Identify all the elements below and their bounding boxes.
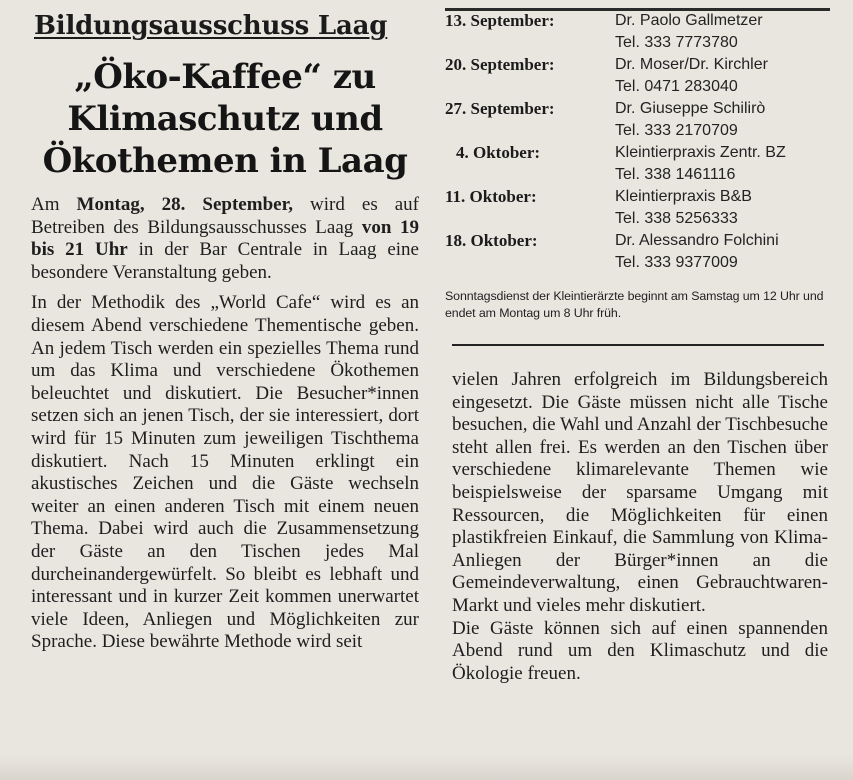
schedule-phone: Tel. 338 5256333 bbox=[615, 210, 738, 227]
headline-line-2: Klimaschutz und bbox=[67, 99, 383, 139]
lead-paragraph bbox=[31, 194, 419, 284]
schedule-info bbox=[615, 54, 830, 98]
schedule-phone: Tel. 333 2170709 bbox=[615, 122, 738, 139]
section-divider bbox=[452, 344, 824, 346]
vet-schedule bbox=[445, 10, 830, 322]
schedule-vet-name: Kleintierpraxis Zentr. BZ bbox=[615, 144, 786, 161]
schedule-date: 20. September: bbox=[445, 55, 555, 74]
article-right-column bbox=[452, 369, 828, 685]
schedule-info bbox=[615, 98, 830, 142]
schedule-vet-name: Kleintierpraxis B&B bbox=[615, 188, 752, 205]
schedule-vet-name: Dr. Alessandro Folchini bbox=[615, 232, 779, 249]
headline-line-1: „Öko-Kaffee“ zu bbox=[74, 57, 376, 97]
schedule-phone: Tel. 333 9377009 bbox=[615, 254, 738, 271]
paragraph-3: Die Gäste können sich auf einen spannenden Abend rund um den Klimaschutz und die Ökologie freuen. bbox=[452, 617, 828, 684]
schedule-row bbox=[445, 186, 830, 230]
lead-text-2: wird es auf Betreiben des Bildungsausschusses Laag bbox=[31, 194, 420, 238]
schedule-info bbox=[615, 142, 830, 186]
top-cut-divider bbox=[445, 0, 830, 11]
schedule-row bbox=[445, 142, 830, 186]
schedule-phone: Tel. 333 7773780 bbox=[615, 34, 738, 51]
schedule-date: 4. Oktober: bbox=[456, 143, 541, 162]
schedule-phone: Tel. 338 1461116 bbox=[615, 166, 736, 183]
article-headline bbox=[31, 56, 419, 182]
paragraph-2-continued: vielen Jahren erfolgreich im Bildungsbereich eingesetzt. Die Gäste müssen nicht alle Tische besuchen, die Wahl und Anzahl der Tischbesuche steht allen frei. Es werden an den Tischen über verschiedene klimarelevante Themen wie beispielsweise der sparsame Umgang mit Ressourcen, die Möglichkeiten für einen plastikfreien Einkauf, die Sammlung von Klima-Anliegen der Bürger*innen an die Gemeindeverwaltung, einen Gebrauchtwaren-Markt und vieles mehr diskutiert. bbox=[452, 369, 828, 616]
schedule-vet-name: Dr. Giuseppe Schilirò bbox=[615, 100, 766, 117]
schedule-row bbox=[445, 230, 830, 274]
schedule-row bbox=[445, 98, 830, 142]
paragraph-2: In der Methodik des „World Cafe“ wird es an diesem Abend verschiedene Thementische geben. An jedem Tisch werden ein spezielles Thema rund um das Klima und verschiedene Ökothemen beleuchtet und diskutiert. Die Besucher*innen setzen sich an jenen Tisch, der sie interessiert, dort wird für 15 Minuten zum jeweiligen Tischthema diskutiert. Nach 15 Minuten erklingt ein akustisches Zeichen und die Gäste wechseln weiter an einen anderen Tisch mit einem neuen Thema. Dabei wird auch die Zusammensetzung der Gäste an den Tischen jedes Mal durcheinandergewürfelt. So bleibt es lebhaft und interessant und in kurzer Zeit kommen unerwartet viele Ideen, Anliegen und Möglichkeiten zur Sprache. Diese bewährte Methode wird seit bbox=[31, 292, 419, 653]
schedule-info bbox=[615, 10, 830, 54]
page-bottom-edge bbox=[0, 755, 853, 780]
lead-date: Montag, 28. September, bbox=[76, 194, 294, 215]
schedule-row bbox=[445, 10, 830, 54]
schedule-date: 13. September: bbox=[445, 11, 555, 30]
lead-text-3: in der Bar Centrale in Laag eine besondere Veranstaltung geben. bbox=[31, 239, 419, 283]
lead-time: von 19 bis 21 Uhr bbox=[31, 216, 419, 261]
article-kicker: Bildungsausschuss Laag bbox=[34, 11, 388, 41]
schedule-info bbox=[615, 230, 830, 274]
article-left-column bbox=[31, 10, 419, 654]
schedule-info bbox=[615, 186, 830, 230]
headline-line-3: Ökothemen in Laag bbox=[42, 141, 408, 181]
schedule-row bbox=[445, 54, 830, 98]
schedule-vet-name: Dr. Paolo Gallmetzer bbox=[615, 12, 763, 29]
schedule-note: Sonntagsdienst der Kleintierärzte beginnt am Samstag um 12 Uhr und endet am Montag um 8 Uhr früh. bbox=[445, 289, 824, 320]
lead-text-1: Am bbox=[31, 194, 77, 215]
schedule-vet-name: Dr. Moser/Dr. Kirchler bbox=[615, 56, 768, 73]
schedule-date: 11. Oktober: bbox=[445, 187, 537, 206]
schedule-date: 18. Oktober: bbox=[445, 231, 538, 250]
schedule-date: 27. September: bbox=[445, 99, 555, 118]
schedule-phone: Tel. 0471 283040 bbox=[615, 78, 738, 95]
